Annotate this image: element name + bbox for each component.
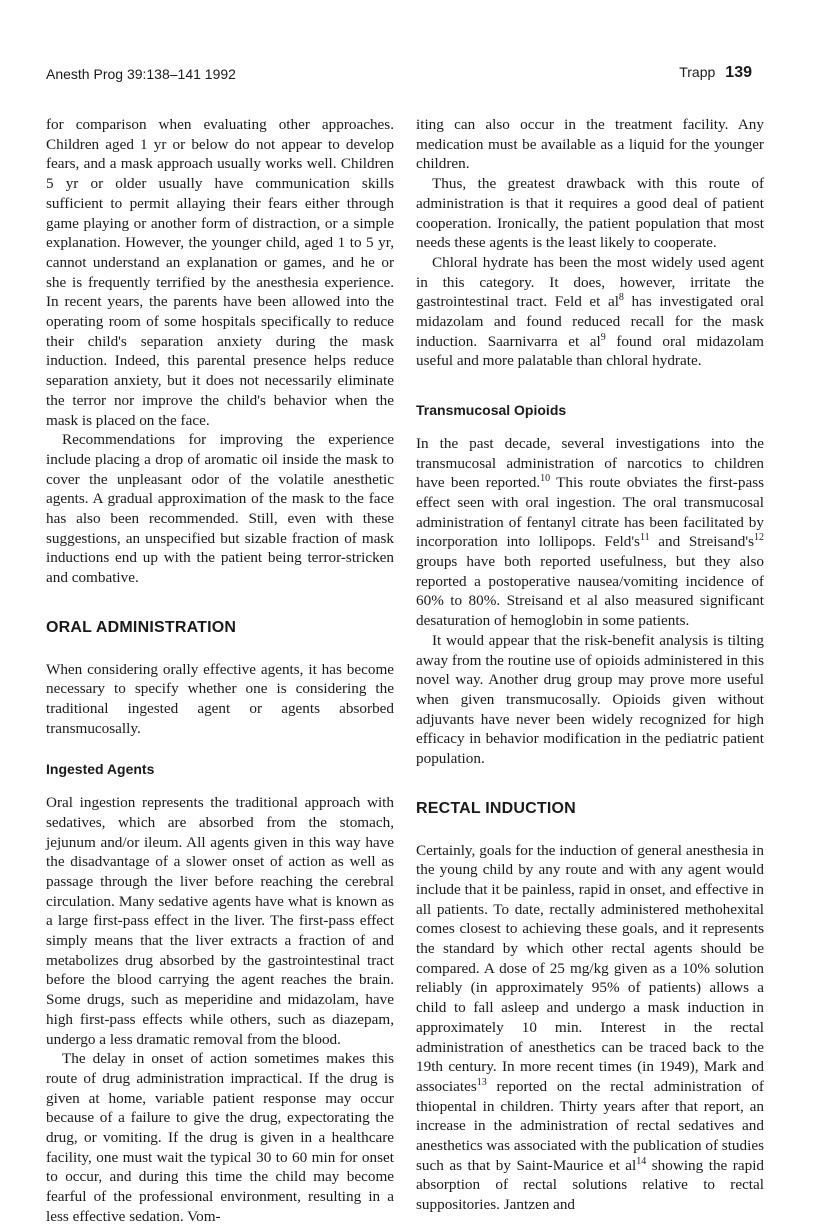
reference-10: 10 [540,473,551,485]
paragraph-drawback: Thus, the greatest drawback with this route of administration is that it requires a good deal of patient cooperation. Ironically, the patient population that most needs these agents is the least likely to cooperate. [416,175,764,252]
paragraph-oral-intro: When considering orally effective agents, it has become necessary to specify whether one is considering the traditional ingested agent or agents absorbed transmucosally. [46,660,394,737]
running-header [46,64,752,84]
paragraph-oral-ingestion: Oral ingestion represents the traditional approach with sedatives, which are absorbed from the stomach, jejunum and/or ileum. All agents given in this way have the disadvantage of a slower onset of action as well as passage through the liver before reaching the cerebral circulation. Many sedative agents have what is known as a large first-pass effect in the liver. The first-pass effect simply means that the liver extracts a fraction of and metabolizes drug absorbed by the gastrointestinal tract before the blood carrying the agent reaches the brain. Some drugs, such as meperidine and midazolam, have high first-pass effects while others, such as diazepam, undergo a less dramatic removal from the blood. [46,794,394,1048]
paragraph-rectal-goals: Certainly, goals for the induction of general anesthesia in the young child by any route and with any agent would include that it be painless, rapid in onset, and effective in all patients. To date, rectally administered methohexital comes closest to achieving these goals, and it represents the standard by which other rectal agents should be compared. A dose of 25 mg/kg given as a 10% solution reliably (in approximately 95% of patients) allows a child to fall asleep and undergo a mask induction in approximately 10 min. Interest in the rectal administration of anesthetics can be traced back to the 19th century. In more recent times (in 1949), Mark and associates$^{13}$ reported on the rectal administration of thiopental in children. Thirty years after that report, an increase in the administration of rectal sedatives and anesthetics was associated with the publication of studies such as that by Saint-Maurice et $al^{14}$ showing the rapid absorption of rectal solutions relative to rectal suppositories. Jantzen and [416,841,765,1214]
journal-citation: Anesth Prog 39:138–141 1992 [46,66,236,82]
running-author: Trapp [679,64,716,80]
paragraph-risk-benefit: It would appear that the risk-benefit analysis is tilting away from the routine use of opioids administered in this novel way. Another drug group may prove more useful when given transmucosally. Opioids given without adjuvants have never been widely recognized for high efficacy in behavior modification in the pediatric patient population. [416,631,764,768]
reference-8: 8 [618,292,624,304]
section-heading-oral-administration: ORAL ADMINISTRATION [46,618,237,636]
section-heading-rectal-induction: RECTAL INDUCTION [416,799,576,817]
paragraph-transmucosal: In the past decade, several investigations into the transmucosal administration of narcotics to children have been reported.$^{10}$ This route obviates the first-pass effect seen with oral ingestion. The oral transmucosal administration of fentanyl citrate has been facilitated by incorporation into lollipops. $Feld's^{11}$ and $Streisand's^{12}$ groups have both reported usefulness, but they also reported a postoperative nausea/vomiting incidence of 60% to 80%. Streisand et al also measured significant desaturation of hemoglobin in some patients. [416,434,765,630]
left-column [46,115,394,1227]
paragraph-delay-onset: The delay in onset of action sometimes makes this route of drug administration impractical. If the drug is given at home, variable patient response may occur because of a failure to give the drug, expectorating the drug, or vomiting. If the drug is given in a healthcare facility, one must wait the typical 30 to 60 min for onset to occur, and during this time the child may become fearful of the professional environment, resulting in a less effective sedation. Vom- [46,1050,394,1225]
paragraph-vomiting: iting can also occur in the treatment facility. Any medication must be available as a liquid for the younger children. [416,116,764,173]
reference-14: 14 [636,1155,647,1167]
reference-12: 12 [753,532,764,544]
page-number: 139 [725,64,752,81]
reference-11: 11 [639,532,650,544]
subheading-transmucosal-opioids: Transmucosal Opioids [416,402,567,419]
paragraph-chloral-hydrate: Chloral hydrate has been the most widely used agent in this category. It does, however, irritate the gastrointestinal tract. Feld et $al^8$ has investigated oral midazolam and found reduced recall for the mask induction. Saarnivarra et $al^9$ found oral midazolam useful and more palatable than chloral hydrate. [416,253,764,370]
subheading-ingested-agents: Ingested Agents [46,761,155,778]
paragraph-recommendations: Recommendations for improving the experience include placing a drop of aromatic oil inside the mask to cover the unpleasant odor of the volatile anesthetic agents. A gradual approximation of the mask to the face has also been recommended. Still, even with these suggestions, an unspecified but sizable fraction of mask inductions end up with the patient being terror-stricken and combative. [46,431,394,587]
header-right [679,64,752,82]
reference-9: 9 [600,331,606,343]
right-column [416,115,764,1215]
paragraph-mask-fears: for comparison when evaluating other approaches. Children aged 1 yr or below do not appear to develop fears, and a mask approach usually works well. Children 5 yr or older usually have communication skills sufficient to permit allaying their fears either through game playing or another form of distraction, or a simple explanation. However, the younger child, aged 1 to 5 yr, cannot understand an explanation or games, and he or she is frequently terrified by the anesthesia experience. In recent years, the parents have been allowed into the operating room of some hospitals specifically to reduce their child's separation anxiety during the mask induction. Indeed, this parental presence helps reduce separation anxiety, but it does not necessarily eliminate the terror nor improve the child's behavior when the mask is placed on the face. [46,116,394,429]
reference-13: 13 [476,1076,487,1088]
